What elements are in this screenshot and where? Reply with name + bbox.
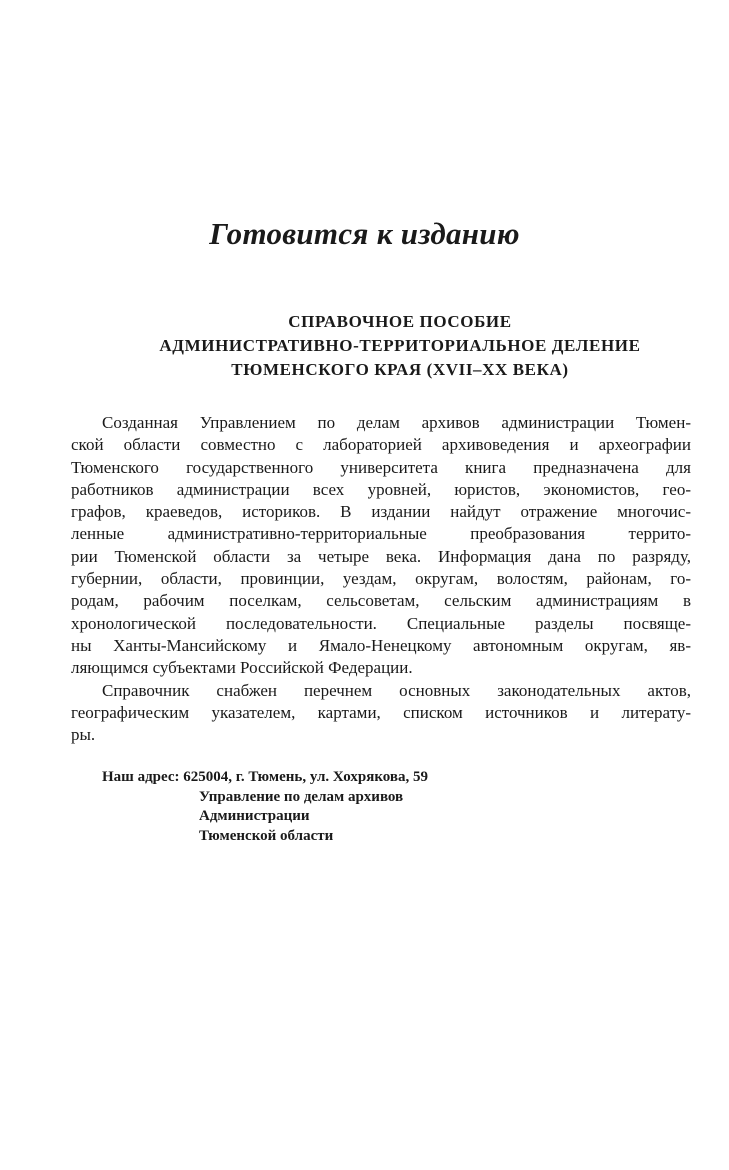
text-line: хронологической последовательности. Специальные разделы посвяще-: [71, 613, 691, 633]
organization-line: Управление по делам архивов: [199, 788, 404, 805]
book-title-line: АДМИНИСТРАТИВНО-ТЕРРИТОРИАЛЬНОЕ ДЕЛЕНИЕ: [159, 336, 641, 355]
description: [71, 412, 691, 746]
organization-line: Тюменской области: [199, 828, 334, 845]
text-line: Справочник снабжен перечнем основных законодательных актов,: [102, 680, 691, 700]
text-line: рии Тюменской области за четыре века. Информация дана по разряду,: [71, 546, 691, 566]
text-line: географическим указателем, картами, списком источников и литерату-: [71, 702, 691, 722]
text-line: ской области совместно с лабораторией архивоведения и археографии: [71, 435, 691, 455]
text-line: Тюменского государственного университета книга предназначена для: [71, 457, 691, 477]
text-line: работников администрации всех уровней, юристов, экономистов, гео-: [71, 479, 691, 499]
paragraph-contents: [71, 680, 691, 747]
book-title-line: ТЮМЕНСКОГО КРАЯ (XVII–XX ВЕКА): [231, 360, 569, 379]
text-line: губернии, области, провинции, уездам, округам, волостям, районам, го-: [71, 569, 691, 589]
text-line: ны Ханты-Мансийскому и Ямало-Ненецкому автономным округам, яв-: [71, 635, 691, 655]
paragraph-description: [71, 412, 691, 680]
book-title-line: СПРАВОЧНОЕ ПОСОБИЕ: [288, 312, 512, 331]
organization-line: Администрации: [199, 808, 310, 825]
text-line: ленные административно-территориальные преобразования террито-: [71, 524, 691, 544]
page-title: Готовится к изданию: [209, 216, 520, 251]
text-line: графов, краеведов, историков. В издании найдут отражение многочис-: [71, 502, 691, 522]
text-line: ры.: [71, 725, 96, 745]
text-line: родам, рабочим поселкам, сельсоветам, сельским администрациям в: [71, 591, 691, 611]
text-line: Созданная Управлением по делам архивов администрации Тюмен-: [102, 413, 691, 432]
address-block: [102, 768, 428, 847]
address-line: Наш адрес: 625004, г. Тюмень, ул. Хохрякова, 59: [102, 769, 429, 785]
text-line: ляющимся субъектами Российской Федерации.: [71, 658, 413, 678]
book-title: [60, 310, 729, 382]
